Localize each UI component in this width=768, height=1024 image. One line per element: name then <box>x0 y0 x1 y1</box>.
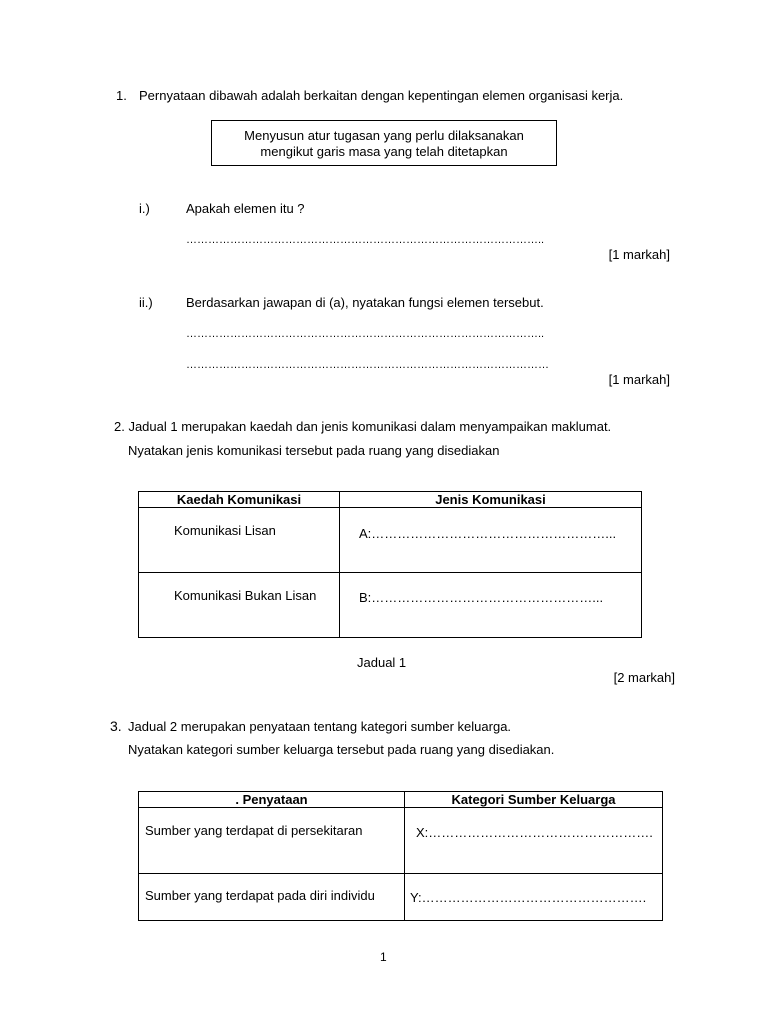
q3-line1: Jadual 2 merupakan penyataan tentang kategori sumber keluarga. <box>128 719 512 734</box>
q3-row1-statement: Sumber yang terdapat di persekitaran <box>145 823 363 838</box>
q1-sub-i-text: Apakah elemen itu ? <box>186 201 305 216</box>
q3-row2-answer: Y:……………………………………………. <box>410 890 647 905</box>
page-number: 1 <box>380 950 387 964</box>
q3-line2: Nyatakan kategori sumber keluarga tersebut pada ruang yang disediakan. <box>128 742 555 757</box>
q1-box-line1: Menyusun atur tugasan yang perlu dilaksanakan <box>244 128 524 143</box>
q1-statement-box <box>211 120 557 166</box>
q1-sub-i-label: i.) <box>139 201 150 216</box>
q1-text: Pernyataan dibawah adalah berkaitan dengan kepentingan elemen organisasi kerja. <box>139 88 624 103</box>
table-row <box>139 808 663 874</box>
q3-table <box>138 791 663 921</box>
q2-row2-method: Komunikasi Bukan Lisan <box>174 588 317 603</box>
q1-sub-i-answer-line: …………………………………………………………………………………….. <box>186 234 545 246</box>
q2-row2-answer: B:……………………………………………... <box>359 590 604 605</box>
q2-table-caption: Jadual 1 <box>357 655 407 670</box>
q2-table-header-right: Jenis Komunikasi <box>340 492 642 508</box>
q1-sub-i-marks: [1 markah] <box>608 247 670 262</box>
q1-sub-ii-answer-line-2: ……………………………………………………………………………………… <box>186 359 549 371</box>
table-row <box>139 573 642 638</box>
q1-sub-ii-text: Berdasarkan jawapan di (a), nyatakan fungsi elemen tersebut. <box>186 295 544 310</box>
q1-sub-ii-answer-line-1: …………………………………………………………………………………….. <box>186 328 545 340</box>
q3-table-header-left: . Penyataan <box>139 792 405 808</box>
q1-sub-ii-marks: [1 markah] <box>608 372 670 387</box>
q3-row1-answer: X:……………………………………………. <box>416 825 653 840</box>
q3-table-header-right: Kategori Sumber Keluarga <box>405 792 663 808</box>
q1-box-line2: mengikut garis masa yang telah ditetapkan <box>260 144 508 159</box>
table-row <box>139 874 663 921</box>
q2-line1: 2. Jadual 1 merupakan kaedah dan jenis komunikasi dalam menyampaikan maklumat. <box>114 419 612 434</box>
table-row <box>139 508 642 573</box>
q3-row2-statement: Sumber yang terdapat pada diri individu <box>145 888 375 903</box>
q2-line2: Nyatakan jenis komunikasi tersebut pada ruang yang disediakan <box>128 443 500 458</box>
q2-table-header-left: Kaedah Komunikasi <box>139 492 340 508</box>
q1-sub-ii-label: ii.) <box>139 295 153 310</box>
q2-table <box>138 491 642 638</box>
q2-marks: [2 markah] <box>613 670 675 685</box>
q3-number: 3. <box>110 718 122 734</box>
q1-number: 1. <box>116 88 127 103</box>
q2-row1-answer: A:………………………………………………... <box>359 526 617 541</box>
q2-row1-method: Komunikasi Lisan <box>174 523 276 538</box>
